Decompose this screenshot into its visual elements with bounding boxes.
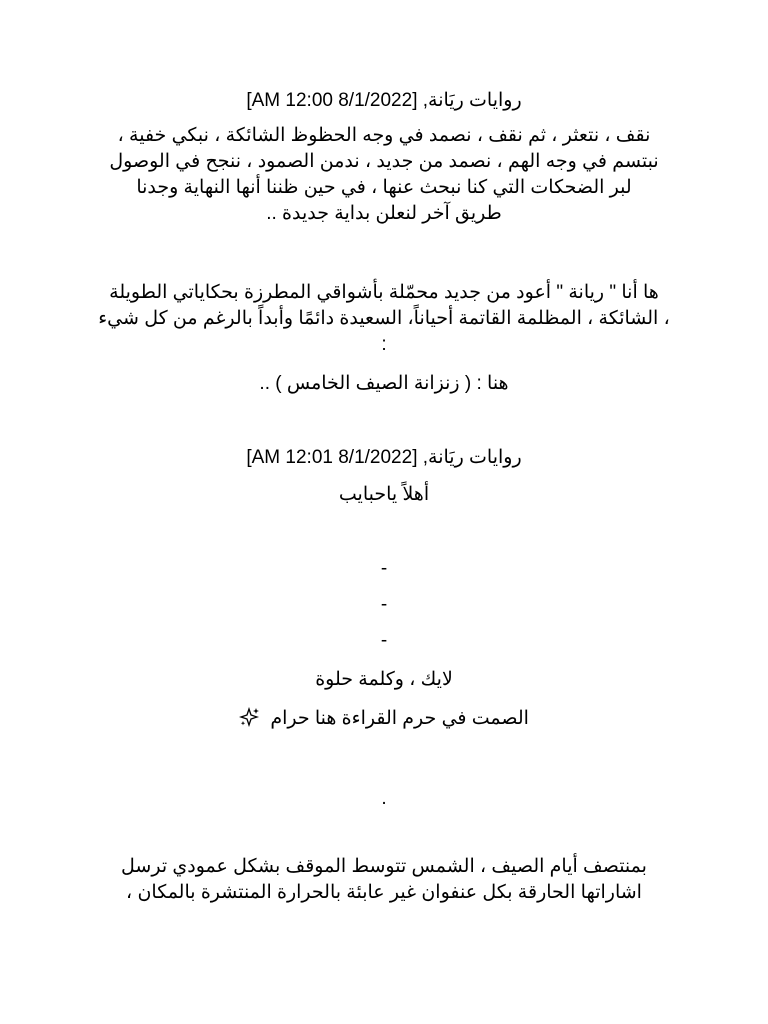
dash-line: -	[380, 594, 388, 615]
paragraph-line: اشاراتها الحارقة بكل عنفوان غير عابئة بالحرارة المنتشرة بالمكان ،	[126, 882, 642, 903]
message-header: روايات ريَانة, [8/1/2022 12:00 AM]	[246, 90, 522, 111]
paragraph-line: :	[381, 334, 387, 355]
paragraph-line: هنا : ( زنزانة الصيف الخامس ) ..	[259, 373, 509, 394]
sparkles-icon	[239, 706, 261, 732]
paragraph-line: بمنتصف أيام الصيف ، الشمس تتوسط الموقف بشكل عمودي ترسل	[121, 856, 647, 877]
paragraph-line: طريق آخر لنعلن بداية جديدة ..	[266, 203, 502, 224]
message-header: روايات ريَانة, [8/1/2022 12:01 AM]	[246, 447, 522, 468]
paragraph-line: لبر الضحكات التي كنا نبحث عنها ، في حين ظننا أنها النهاية وجدنا	[136, 177, 632, 198]
dash-line: -	[380, 630, 388, 651]
paragraph-line: ، الشائكة ، المظلمة القاتمة أحياناً، السعيدة دائمًا وأبداً بالرغم من كل شيء	[98, 308, 670, 329]
silence-line	[90, 706, 678, 732]
paragraph-line: نقف ، نتعثر ، ثم نقف ، نصمد في وجه الحظوظ الشائكة ، نبكي خفية ،	[117, 125, 651, 146]
dash-line: -	[380, 558, 388, 579]
paragraph-line: ها أنا " ريانة " أعود من جديد محمّلة بأشواقي المطرزة بحكاياتي الطويلة	[109, 282, 659, 303]
paragraph-line: نبتسم في وجه الهم ، نصمد من جديد ، ندمن الصمود ، ننجح في الوصول	[109, 151, 659, 172]
greeting-line: أهلاً ياحبايب	[338, 484, 430, 505]
like-line: لايك ، وكلمة حلوة	[315, 669, 453, 690]
dot-line: .	[381, 788, 387, 809]
silence-text: الصمت في حرم القراءة هنا حرام	[270, 708, 529, 729]
